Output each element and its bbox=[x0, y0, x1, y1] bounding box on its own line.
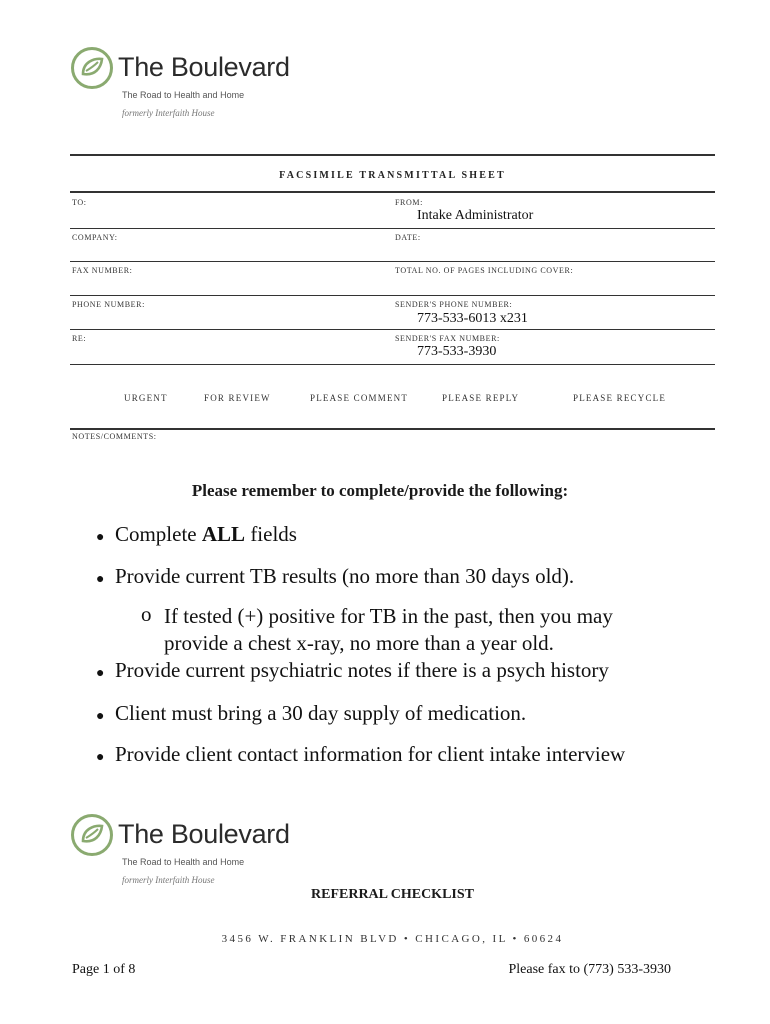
sub-item-marker: o bbox=[141, 602, 152, 626]
sender-fax-label: SENDER'S FAX NUMBER: bbox=[395, 334, 500, 343]
date-label: DATE: bbox=[395, 233, 421, 242]
reminder-heading: Please remember to complete/provide the following: bbox=[191, 481, 569, 500]
bullet-icon: ● bbox=[96, 750, 105, 765]
page-number: Page 1 of 8 bbox=[72, 962, 136, 977]
option-for-review: FOR REVIEW bbox=[204, 393, 271, 403]
address-line: 3456 W. FRANKLIN BLVD • CHICAGO, IL • 60624 bbox=[221, 933, 564, 945]
item4-text: Client must bring a 30 day supply of medication. bbox=[114, 701, 527, 725]
item1-bold: ALL bbox=[201, 522, 246, 546]
option-please-comment: PLEASE COMMENT bbox=[310, 393, 409, 403]
row-rule-5 bbox=[70, 364, 715, 365]
bullet-icon: ● bbox=[96, 666, 105, 681]
options-rule bbox=[70, 428, 715, 430]
sub-item-line-2: provide a chest x-ray, no more than a year old. bbox=[164, 631, 554, 655]
sender-phone-label: SENDER'S PHONE NUMBER: bbox=[395, 300, 513, 309]
notes-label: NOTES/COMMENTS: bbox=[72, 432, 157, 441]
item3-text: Provide current psychiatric notes if there is a psych history bbox=[114, 658, 609, 682]
item2-text: Provide current TB results (no more than 30 days old). bbox=[114, 564, 575, 588]
logo-name: The Boulevard bbox=[118, 819, 290, 849]
sender-phone-value: 773-533-6013 x231 bbox=[417, 311, 528, 326]
total-pages-label: TOTAL NO. OF PAGES INCLUDING COVER: bbox=[395, 266, 574, 275]
from-value: Intake Administrator bbox=[417, 208, 534, 223]
bullet-icon: ● bbox=[96, 530, 105, 545]
to-label: TO: bbox=[72, 198, 87, 207]
logo-formerly: formerly Interfaith House bbox=[122, 108, 215, 118]
logo-name: The Boulevard bbox=[118, 52, 290, 82]
list-item-psych-notes bbox=[96, 658, 609, 683]
referral-checklist-title: REFERRAL CHECKLIST bbox=[311, 887, 474, 902]
item1-text: Complete bbox=[114, 522, 202, 546]
leaf-circle-logo-icon bbox=[70, 813, 114, 857]
option-urgent: URGENT bbox=[124, 393, 168, 403]
company-label: COMPANY: bbox=[72, 233, 118, 242]
fax-number-label: FAX NUMBER: bbox=[72, 266, 133, 275]
from-label: FROM: bbox=[395, 198, 423, 207]
sub-item-line-1: If tested (+) positive for TB in the past, then you may bbox=[164, 604, 613, 628]
logo-formerly: formerly Interfaith House bbox=[122, 875, 215, 885]
sender-fax-value: 773-533-3930 bbox=[417, 344, 497, 359]
list-item-tb-results bbox=[96, 564, 574, 589]
fax-title: FACSIMILE TRANSMITTAL SHEET bbox=[279, 170, 506, 181]
header-logo bbox=[70, 46, 300, 126]
row-rule-3 bbox=[70, 295, 715, 296]
row-rule-2 bbox=[70, 261, 715, 262]
logo-tagline: The Road to Health and Home bbox=[122, 857, 245, 867]
leaf-circle-logo-icon bbox=[70, 46, 114, 90]
list-item-complete-all bbox=[96, 522, 297, 547]
item1-post: fields bbox=[245, 522, 297, 546]
bullet-icon: ● bbox=[96, 572, 105, 587]
row-rule-4 bbox=[70, 329, 715, 330]
item5-text: Provide client contact information for client intake interview bbox=[114, 742, 626, 766]
list-item-medication bbox=[96, 701, 526, 726]
footer-logo bbox=[70, 813, 300, 893]
re-label: RE: bbox=[72, 334, 87, 343]
fax-top-rule bbox=[70, 154, 715, 156]
list-item-contact-info bbox=[96, 742, 625, 767]
fax-instruction: Please fax to (773) 533-3930 bbox=[508, 962, 671, 977]
option-please-recycle: PLEASE RECYCLE bbox=[573, 393, 667, 403]
bullet-icon: ● bbox=[96, 709, 105, 724]
fax-title-rule bbox=[70, 191, 715, 193]
phone-number-label: PHONE NUMBER: bbox=[72, 300, 145, 309]
option-please-reply: PLEASE REPLY bbox=[442, 393, 520, 403]
logo-tagline: The Road to Health and Home bbox=[122, 90, 245, 100]
row-rule-1 bbox=[70, 228, 715, 229]
